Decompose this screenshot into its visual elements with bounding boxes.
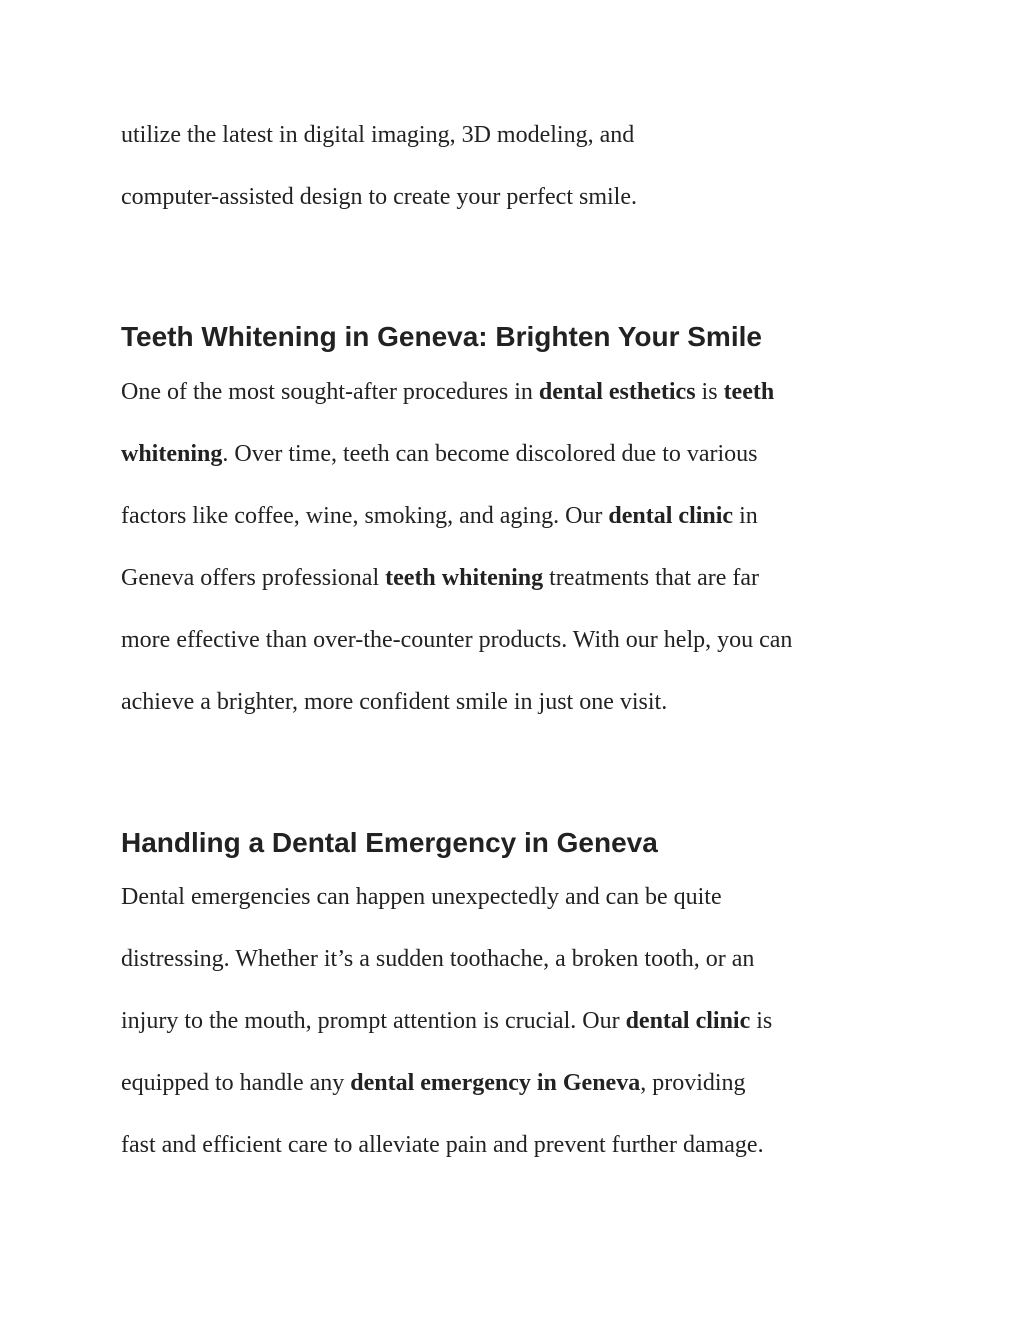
keyword-teeth-whitening: teeth whitening	[385, 565, 544, 591]
keyword-dental-clinic: dental clinic	[608, 503, 734, 529]
keyword-dental-emergency-geneva: dental emergency in Geneva	[350, 1070, 641, 1096]
emergency-line-4: equipped to handle any dental emergency in Geneva, providing	[121, 1070, 746, 1096]
keyword-teeth: teeth	[723, 379, 775, 405]
whitening-line-2: whitening. Over time, teeth can become discolored due to various	[121, 441, 758, 467]
section-heading-teeth-whitening: Teeth Whitening in Geneva: Brighten Your Smile	[121, 321, 762, 352]
whitening-line-1: One of the most sought-after procedures in dental esthetics is teeth	[121, 379, 775, 405]
keyword-dental-clinic: dental clinic	[625, 1008, 751, 1034]
emergency-line-3: injury to the mouth, prompt attention is crucial. Our dental clinic is	[121, 1008, 773, 1034]
section-heading-dental-emergency: Handling a Dental Emergency in Geneva	[121, 827, 658, 858]
keyword-whitening: whitening	[121, 441, 223, 467]
intro-line-2: computer-assisted design to create your perfect smile.	[121, 184, 637, 210]
whitening-line-4: Geneva offers professional teeth whitening treatments that are far	[121, 565, 760, 591]
keyword-dental-esthetics: dental esthetics	[538, 379, 696, 405]
whitening-line-3: factors like coffee, wine, smoking, and aging. Our dental clinic in	[121, 503, 758, 529]
emergency-line-1: Dental emergencies can happen unexpectedly and can be quite	[121, 884, 722, 910]
whitening-line-5: more effective than over-the-counter products. With our help, you can	[121, 627, 793, 653]
intro-line-1: utilize the latest in digital imaging, 3D modeling, and	[121, 122, 635, 148]
whitening-line-6: achieve a brighter, more confident smile in just one visit.	[121, 689, 668, 715]
emergency-line-2: distressing. Whether it’s a sudden toothache, a broken tooth, or an	[121, 946, 755, 972]
emergency-line-5: fast and efficient care to alleviate pain and prevent further damage.	[121, 1132, 764, 1158]
